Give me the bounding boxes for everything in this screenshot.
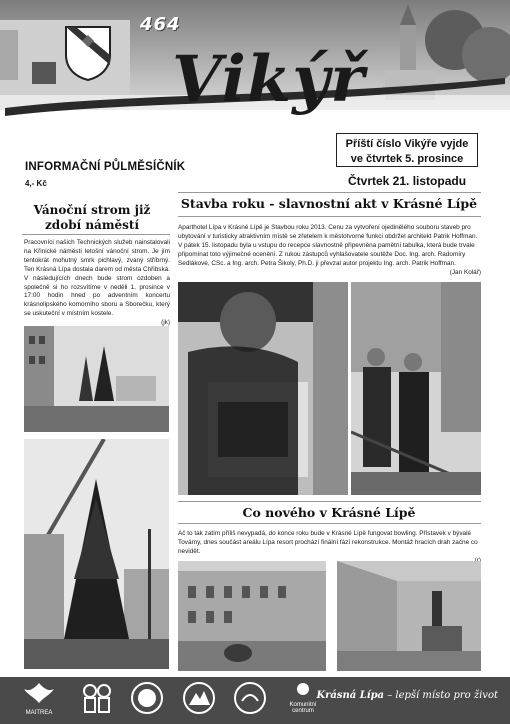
- left-article-title: [22, 203, 162, 233]
- photo-bowling-building: [178, 561, 326, 671]
- next-issue-line1: Příští číslo Vikýře vyjde: [345, 138, 469, 150]
- photo-town-square: [24, 326, 169, 432]
- seal-icon: [130, 681, 164, 715]
- second-article-title: Co nového v Krásné Lípě: [242, 505, 416, 520]
- divider: [178, 523, 481, 524]
- k2-logo: [182, 681, 216, 715]
- main-article-title: Stavba roku - slavnostní akt v Krásné Lípě: [180, 196, 478, 211]
- divider: [178, 192, 481, 193]
- characters-logo: [80, 681, 114, 715]
- masthead: [0, 0, 510, 145]
- komunitni-centrum-label: Komunitní centrum: [289, 702, 317, 714]
- slogan-place: Krásná Lípa: [316, 690, 385, 701]
- photo-award-ceremony: [351, 282, 481, 495]
- slogan-rest: – lepší místo pro život: [384, 690, 498, 701]
- divider: [22, 234, 170, 235]
- next-issue-box: [336, 133, 478, 167]
- photo-bowling-interior: [337, 561, 481, 671]
- coat-of-arms-icon: [64, 25, 112, 81]
- next-issue-line2: ve čtvrtek 5. prosince: [350, 153, 464, 165]
- left-article-body: Pracovníci našich Technických služeb nainstalovali na Křinické náměstí letošní vánoční strom. Je jím tentokrát mohutný smrk pichlavý, zvaný stříbrný. Ten Krásná Lípa dostala darem od města Chřibská. V následujících dnech bude strom ozdoben a společně si ho rozsvítíme v neděli 1. prosince v 17:00 hodin hned po adventním koncertu krásnolipského komorního sboru a Sborečku, který se uskuteční v místním kostele.: [24, 239, 170, 318]
- publication-subtitle: INFORMAČNÍ PŮLMĚSÍČNÍK: [25, 161, 186, 173]
- left-title-line1: Vánoční strom již: [33, 203, 151, 217]
- maitrea-logo: [22, 681, 56, 715]
- second-article-body: Ač to tak zatím příliš nevypadá, do konce roku bude v Krásné Lípě fungovat bowling. Přístavek v bývalé Továrny, dnes součást areálu Lípa resort prochází finální fází rekonstrukce. Montáž hracích drah začne co nevidět.: [178, 530, 478, 555]
- k2-icon: [182, 681, 216, 715]
- round-seal-logo-2: [233, 681, 267, 715]
- divider: [178, 216, 481, 217]
- left-article-author: (jk): [161, 319, 170, 327]
- newspaper-title: Vikýř: [172, 42, 366, 117]
- left-article-text: [24, 239, 170, 328]
- main-article-body: Aparthotel Lípa v Krásné Lípě je Stavbou roku 2013. Cenu za vytvoření ojedinělého souboru staveb pro ubytování v turisticky atraktivním místě se zřetelem k městotvorné funkci obdržel architekt Patrik Hoffman. V pátek 15. listopadu byla u vstupu do recepce slavnostně připevněna pamětní tabulka, která bude trvale připomínat toto výjimečné ocenění. Z rukou zástupců vyhlašovatele soutěže Doc. Ing. arch. Radomíry Sedlákové, CSc. a Ing. arch. Petra Šikoly, Ph.D. ji převzal autor projektu Ing. arch. Patrik Hoffman.: [178, 224, 478, 267]
- seal-icon: [233, 681, 267, 715]
- issue-number: 464: [140, 14, 181, 35]
- characters-icon: [80, 681, 114, 715]
- left-title-line2: zdobí náměstí: [44, 218, 140, 232]
- maitrea-icon: [22, 681, 56, 705]
- maitrea-label: MAITREA: [25, 710, 53, 716]
- round-seal-logo-1: [130, 681, 164, 715]
- photo-plaque-hotel: [178, 282, 348, 495]
- photo-christmas-tree-crane: [24, 439, 169, 669]
- divider: [178, 501, 481, 502]
- footer-slogan: [316, 690, 498, 701]
- main-article-text: [178, 224, 481, 277]
- price: 4,- Kč: [25, 179, 47, 188]
- main-article-author: (Jan Kolář): [449, 268, 481, 276]
- issue-date: Čtvrtek 21. listopadu: [348, 174, 467, 188]
